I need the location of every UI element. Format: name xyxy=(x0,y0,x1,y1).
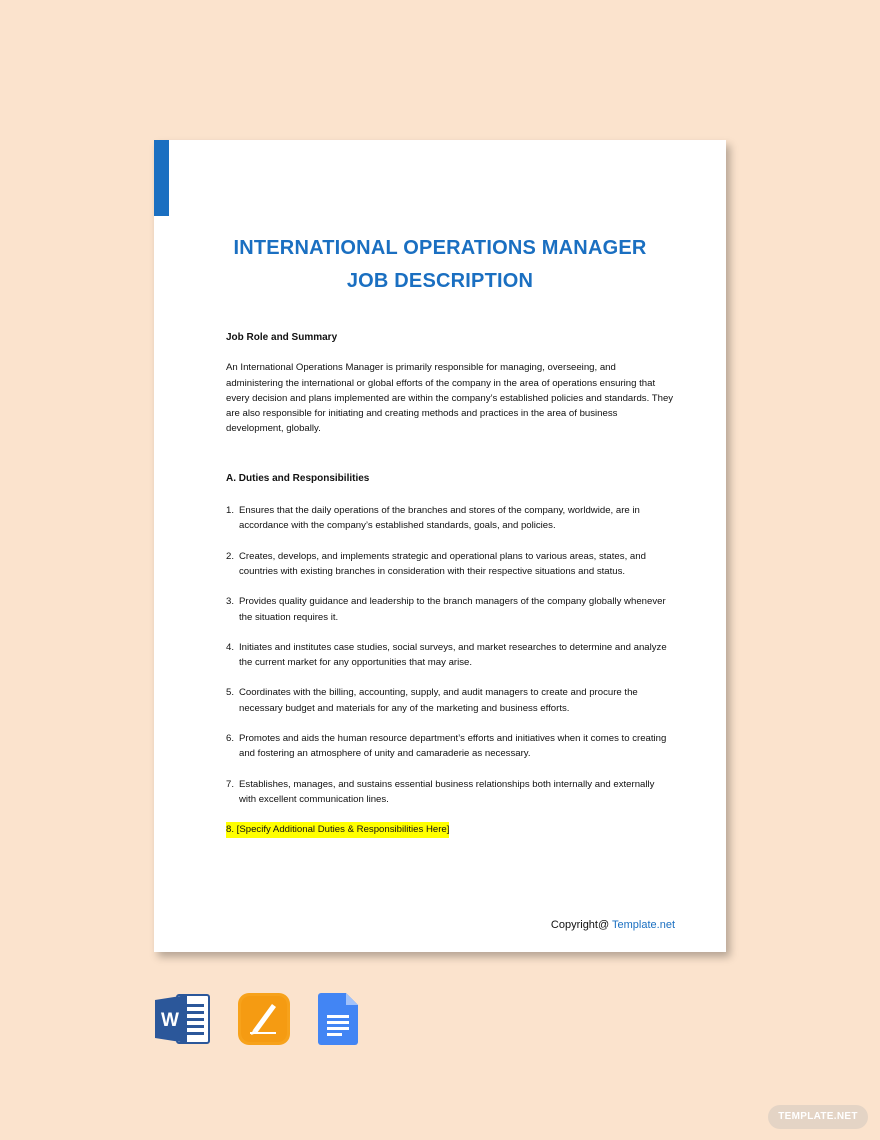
ms-word-icon[interactable] xyxy=(155,993,211,1045)
duty-item: 4. Initiates and institutes case studies, social surveys, and market researches to determine and analyze the current market for any opportunities that may arise. xyxy=(226,641,667,669)
copyright-label: Copyright@ xyxy=(550,919,613,931)
apple-pages-icon[interactable] xyxy=(238,993,290,1045)
template-net-watermark: TEMPLATE.NET xyxy=(768,1105,868,1129)
duty-item: 1. Ensures that the daily operations of the branches and stores of the company, worldwide, are in accordance with the company’s established standards, goals, and policies. xyxy=(226,505,640,532)
duty-item-placeholder xyxy=(226,822,674,837)
duty-item: 7. Establishes, manages, and sustains essential business relationships both internally and externally with excellent communication lines. xyxy=(226,778,655,805)
title-line-1: INTERNATIONAL OPERATIONS MANAGER xyxy=(233,237,647,259)
copyright-line xyxy=(551,919,675,931)
copyright-link[interactable]: Template.net xyxy=(612,919,675,931)
duty-item: 6. Promotes and aids the human resource department’s efforts and initiatives when it comes to creating and fostering an atmosphere of unity and camaraderie as necessary. xyxy=(226,733,667,760)
duty-item: 5. Coordinates with the billing, accounting, supply, and audit managers to create and procure the necessary budget and materials for any of the marketing and business efforts. xyxy=(226,687,638,714)
duties-list xyxy=(226,503,674,837)
duty-item: 3. Provides quality guidance and leadership to the branch managers of the company globally whenever the situation requires it. xyxy=(226,596,666,623)
document-page xyxy=(154,140,726,952)
ms-word-letter: W xyxy=(161,1010,179,1031)
summary-heading: Job Role and Summary xyxy=(226,332,338,343)
placeholder-highlight: 8. [Specify Additional Duties & Responsibilities Here] xyxy=(226,822,449,837)
duty-item: 2. Creates, develops, and implements strategic and operational plans to various areas, states, and countries with existing branches in consideration with their respective situations and status. xyxy=(226,550,646,577)
duties-heading: A. Duties and Responsibilities xyxy=(226,472,370,484)
document-body xyxy=(226,330,674,853)
document-title xyxy=(154,232,726,298)
accent-bar xyxy=(154,140,169,216)
title-line-2: JOB DESCRIPTION xyxy=(346,270,534,292)
summary-paragraph: An International Operations Manager is primarily responsible for managing, overseeing, and administering the international or global efforts of the company in the area of operations ensuring that every decision and plans implemented are within the company’s established policies and standards. They are also responsible for initiating and creating methods and practices in the area of business development, globally. xyxy=(226,362,674,435)
google-docs-icon[interactable] xyxy=(318,993,360,1045)
